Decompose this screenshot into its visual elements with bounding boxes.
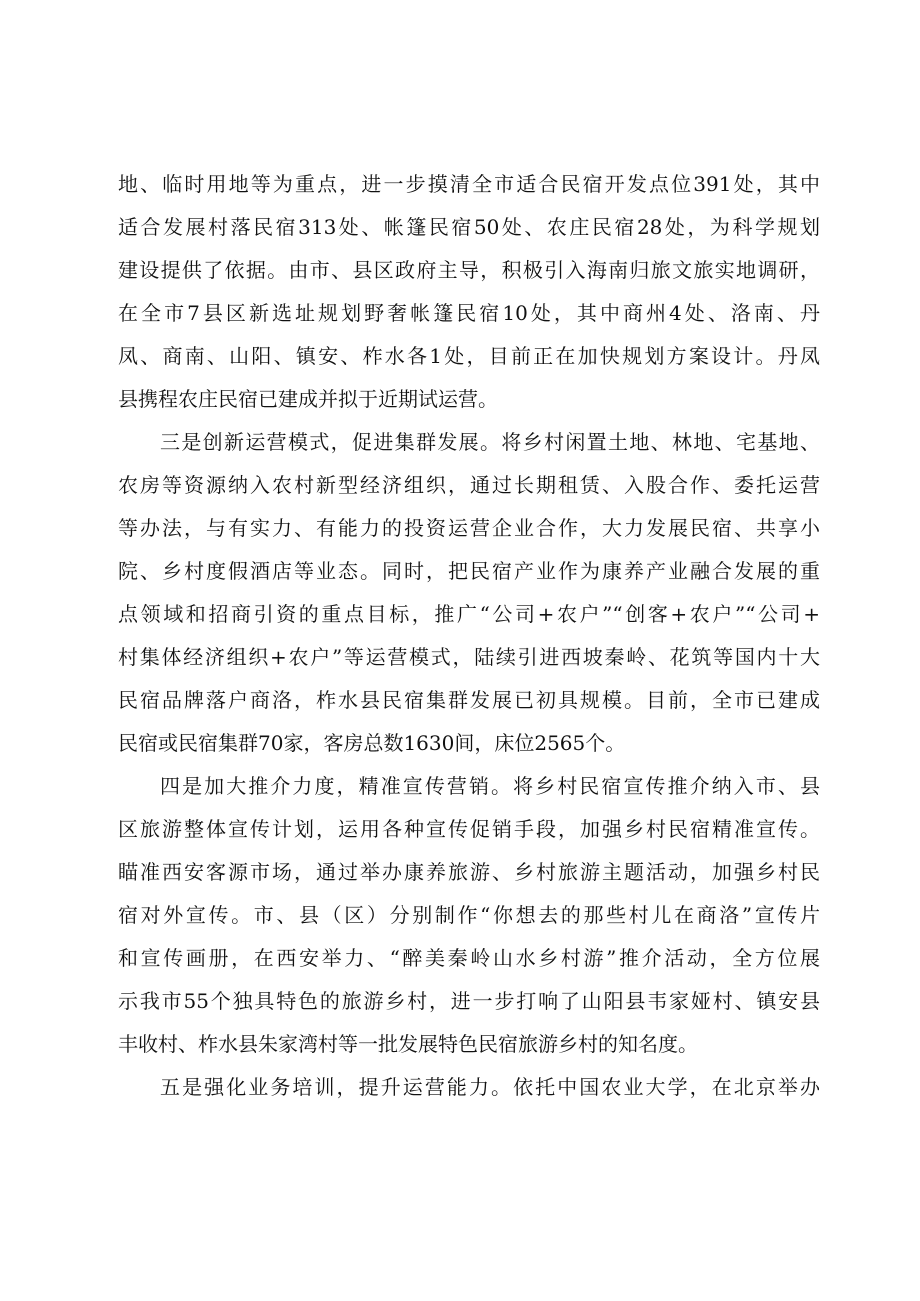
document-page [118,163,820,1109]
text-line: 适合发展村落民宿313处、帐篷民宿50处、农庄民宿28处，为科学规划 [118,215,820,239]
text-line: 县携程农庄民宿已建成并拟于近期试运营。 [118,387,498,411]
text-line: 在全市7县区新选址规划野奢帐篷民宿10处，其中商州4处、洛南、丹 [118,301,820,325]
text-line: 村集体经济组织+农户”等运营模式，陆续引进西坡秦岭、花筑等国内十大 [118,645,820,669]
text-line: 建设提供了依据。由市、县区政府主导，积极引入海南归旅文旅实地调研， [118,258,820,282]
paragraph-1 [118,163,820,421]
text-line: 示我市55个独具特色的旅游乡村，进一步打响了山阳县韦家娅村、镇安县 [118,989,820,1013]
text-line: 区旅游整体宣传计划，运用各种宣传促销手段，加强乡村民宿精准宣传。 [118,817,820,841]
text-line: 宿对外宣传。市、县（区）分别制作“你想去的那些村儿在商洛”宣传片 [118,903,820,927]
text-line: 民宿或民宿集群70家，客房总数1630间，床位2565个。 [118,731,626,755]
text-line: 等办法，与有实力、有能力的投资运营企业合作，大力发展民宿、共享小 [118,516,820,540]
text-line: 点领域和招商引资的重点目标，推广“公司+农户”“创客+农户”“公司+ [118,602,820,626]
text-line: 凤、商南、山阳、镇安、柞水各1处，目前正在加快规划方案设计。丹凤 [118,344,820,368]
text-line: 四是加大推介力度，精准宣传营销。将乡村民宿宣传推介纳入市、县 [160,774,820,798]
text-line: 院、乡村度假酒店等业态。同时，把民宿产业作为康养产业融合发展的重 [118,559,820,583]
text-line: 丰收村、柞水县朱家湾村等一批发展特色民宿旅游乡村的知名度。 [118,1032,698,1056]
text-line: 瞄准西安客源市场，通过举办康养旅游、乡村旅游主题活动，加强乡村民 [118,860,820,884]
text-line: 民宿品牌落户商洛，柞水县民宿集群发展已初具规模。目前，全市已建成 [118,688,820,712]
text-line: 农房等资源纳入农村新型经济组织，通过长期租赁、入股合作、委托运营 [118,473,820,497]
text-line: 五是强化业务培训，提升运营能力。依托中国农业大学，在北京举办 [160,1075,820,1099]
paragraph-4 [118,1066,820,1109]
paragraph-2 [118,421,820,765]
text-line: 三是创新运营模式，促进集群发展。将乡村闲置土地、林地、宅基地、 [160,430,820,454]
text-line: 地、临时用地等为重点，进一步摸清全市适合民宿开发点位391处，其中 [118,172,820,196]
paragraph-3 [118,765,820,1066]
text-line: 和宣传画册，在西安举力、“醉美秦岭山水乡村游”推介活动，全方位展 [118,946,820,970]
